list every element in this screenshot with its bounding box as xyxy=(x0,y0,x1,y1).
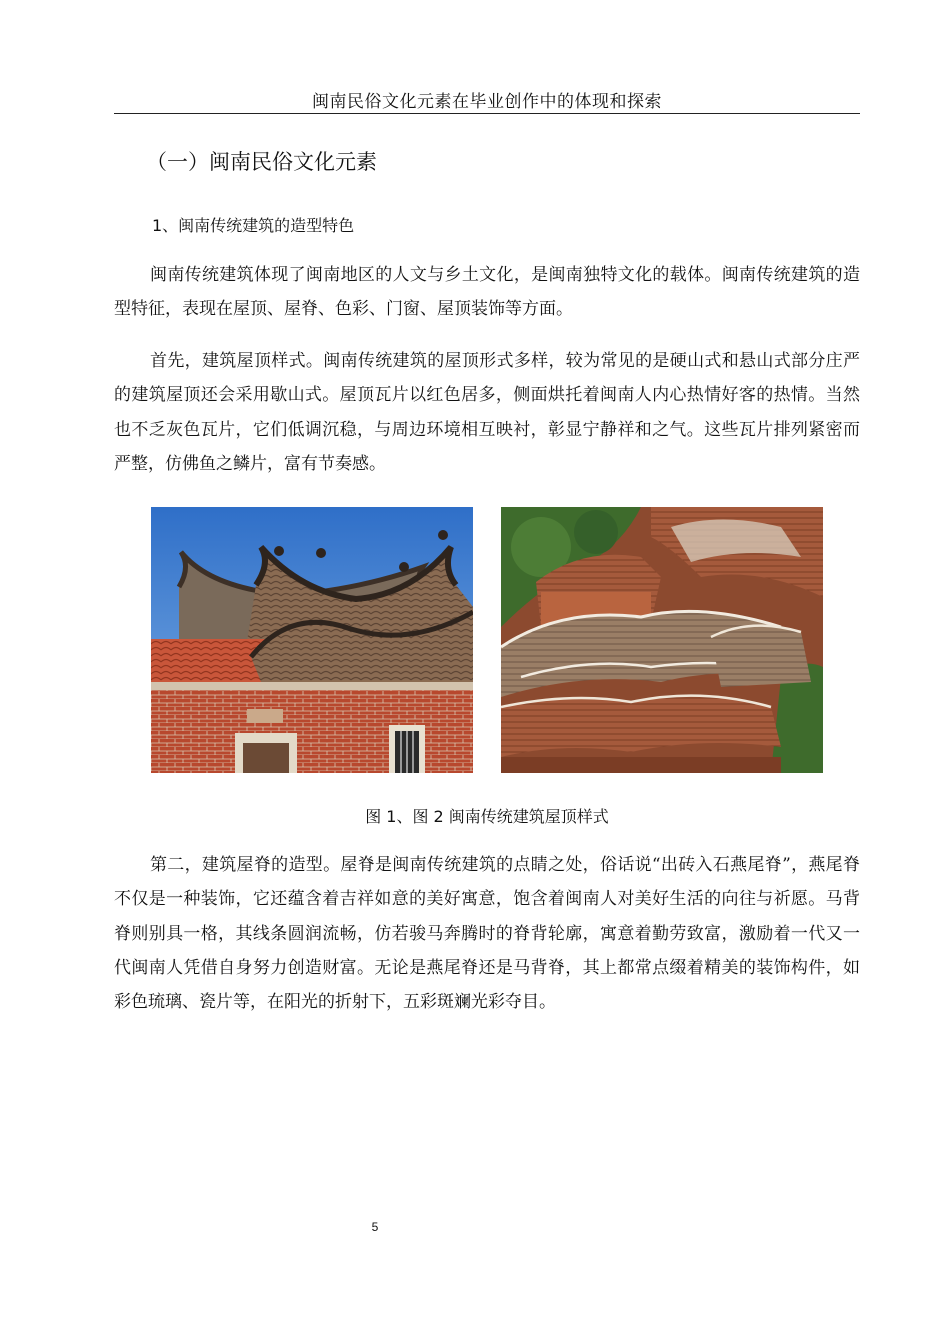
paragraph-ridge-style: 第二，建筑屋脊的造型。屋脊是闽南传统建筑的点睛之处，俗话说“出砖入石燕尾脊”，燕尾脊不仅是一种装饰，它还蕴含着吉祥如意的美好寓意，饱含着闽南人对美好生活的向往与祈愿。马背脊则别具一格，其线条圆润流畅，仿若骏马奔腾时的脊背轮廓，寓意着勤劳致富，激励着一代又一代闽南人凭借自身努力创造财富。无论是燕尾脊还是马背脊，其上都常点缀着精美的装饰构件，如彩色琉璃、瓷片等，在阳光的折射下，五彩斑斓光彩夺目。 xyxy=(114,855,860,1013)
header-divider xyxy=(114,113,860,114)
photo-red-brick-building xyxy=(151,507,473,773)
header-title: 闽南民俗文化元素在毕业创作中的体现和探索 xyxy=(312,92,662,112)
page-number: 5 xyxy=(371,1220,379,1234)
photo-aerial-roof-cluster xyxy=(501,507,823,773)
figure-caption: 图 1、图 2 闽南传统建筑屋顶样式 xyxy=(365,807,609,826)
subsection-heading: 1、闽南传统建筑的造型特色 xyxy=(152,216,355,235)
paragraph-roof-style: 首先，建筑屋顶样式。闽南传统建筑的屋顶形式多样，较为常见的是硬山式和悬山式部分庄严的建筑屋顶还会采用歇山式。屋顶瓦片以红色居多，侧面烘托着闽南人内心热情好客的热情。当然也不乏灰色瓦片，它们低调沉稳，与周边环境相互映衬，彰显宁静祥和之气。这些瓦片排列紧密而严整，仿佛鱼之鳞片，富有节奏感。 xyxy=(114,351,860,474)
paragraph-intro: 闽南传统建筑体现了闽南地区的人文与乡土文化，是闽南独特文化的载体。闽南传统建筑的造型特征，表现在屋顶、屋脊、色彩、门窗、屋顶装饰等方面。 xyxy=(114,265,860,320)
section-heading: （一）闽南民俗文化元素 xyxy=(146,150,377,174)
